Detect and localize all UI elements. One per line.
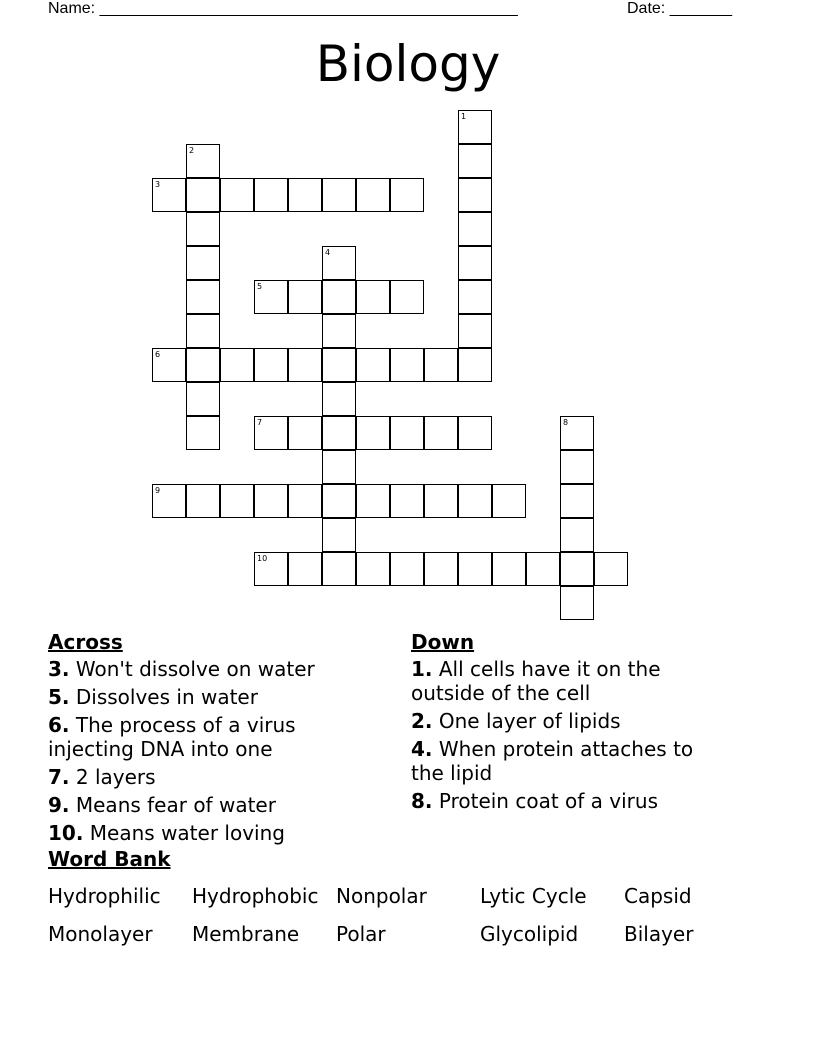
page-title: Biology — [315, 35, 501, 93]
clue-number: 9 — [155, 486, 161, 495]
grid-cell[interactable] — [458, 246, 492, 280]
clue-number: 10 — [257, 554, 268, 563]
grid-cell[interactable] — [186, 280, 220, 314]
grid-cell[interactable] — [186, 314, 220, 348]
grid-cell[interactable] — [288, 280, 322, 314]
clue-text: All cells have it on the outside of the cell — [411, 657, 661, 705]
word-bank-item: Bilayer — [624, 922, 694, 946]
grid-cell[interactable] — [322, 416, 356, 450]
grid-cell[interactable] — [186, 416, 220, 450]
word-bank-item: Hydrophobic — [192, 884, 319, 908]
down-clue-list — [411, 657, 721, 813]
word-bank-heading: Word Bank — [48, 847, 171, 871]
word-bank-item: Polar — [336, 922, 386, 946]
grid-cell[interactable] — [186, 348, 220, 382]
grid-cell[interactable] — [560, 518, 594, 552]
word-bank-item: Hydrophilic — [48, 884, 161, 908]
grid-cell[interactable] — [458, 348, 492, 382]
grid-cell[interactable] — [458, 280, 492, 314]
grid-cell[interactable] — [356, 416, 390, 450]
grid-cell[interactable] — [356, 552, 390, 586]
grid-cell[interactable] — [186, 382, 220, 416]
grid-cell[interactable] — [356, 348, 390, 382]
grid-cell[interactable] — [424, 484, 458, 518]
down-clue — [411, 789, 721, 813]
grid-cell[interactable] — [152, 348, 186, 382]
grid-cell[interactable] — [288, 552, 322, 586]
across-clue — [48, 765, 348, 789]
grid-cell[interactable] — [458, 144, 492, 178]
clue-text: Protein coat of a virus — [432, 789, 658, 813]
across-clue — [48, 685, 348, 709]
grid-cell[interactable] — [390, 552, 424, 586]
grid-cell[interactable] — [458, 314, 492, 348]
clue-number: 3 — [155, 180, 161, 189]
grid-cell[interactable] — [526, 552, 560, 586]
grid-cell[interactable] — [322, 484, 356, 518]
grid-cell[interactable] — [152, 178, 186, 212]
grid-cell[interactable] — [288, 484, 322, 518]
clue-number: 7 — [257, 418, 263, 427]
grid-cell[interactable] — [560, 450, 594, 484]
across-clue-list — [48, 657, 348, 845]
grid-cell[interactable] — [288, 348, 322, 382]
clue-number: 4 — [325, 248, 331, 257]
grid-cell[interactable] — [356, 484, 390, 518]
grid-cell[interactable] — [458, 484, 492, 518]
grid-cell[interactable] — [390, 178, 424, 212]
clue-number: 9. — [48, 793, 70, 817]
clue-number: 5. — [48, 685, 70, 709]
grid-cell[interactable] — [322, 382, 356, 416]
across-clue — [48, 821, 348, 845]
name-field: Name: _______________________________________________ — [48, 0, 518, 17]
grid-cell[interactable] — [424, 552, 458, 586]
grid-cell[interactable] — [424, 348, 458, 382]
grid-cell[interactable] — [254, 178, 288, 212]
grid-cell[interactable] — [390, 416, 424, 450]
grid-cell[interactable] — [560, 416, 594, 450]
clue-text: Means water loving — [83, 821, 285, 845]
word-bank-item: Monolayer — [48, 922, 153, 946]
grid-cell[interactable] — [220, 484, 254, 518]
grid-cell[interactable] — [186, 144, 220, 178]
across-clue — [48, 793, 348, 817]
clue-number: 7. — [48, 765, 70, 789]
grid-cell[interactable] — [492, 552, 526, 586]
across-clue — [48, 657, 348, 681]
down-clue — [411, 737, 721, 785]
grid-cell[interactable] — [492, 484, 526, 518]
clue-text: One layer of lipids — [432, 709, 621, 733]
clue-number: 8. — [411, 789, 433, 813]
grid-cell[interactable] — [254, 348, 288, 382]
clue-text: Won't dissolve on water — [69, 657, 315, 681]
grid-cell[interactable] — [322, 450, 356, 484]
grid-cell[interactable] — [458, 552, 492, 586]
grid-cell[interactable] — [186, 178, 220, 212]
clue-text: The process of a virus injecting DNA into one — [48, 713, 296, 761]
date-field: Date: _______ — [627, 0, 732, 17]
grid-cell[interactable] — [254, 280, 288, 314]
clue-number: 10. — [48, 821, 84, 845]
grid-cell[interactable] — [322, 178, 356, 212]
grid-cell[interactable] — [390, 348, 424, 382]
word-bank-item: Membrane — [192, 922, 300, 946]
grid-cell[interactable] — [186, 484, 220, 518]
across-heading: Across — [48, 630, 123, 654]
down-clues — [411, 630, 721, 817]
grid-cell[interactable] — [288, 178, 322, 212]
grid-cell[interactable] — [458, 416, 492, 450]
down-clue — [411, 709, 721, 733]
grid-cell[interactable] — [254, 552, 288, 586]
grid-cell[interactable] — [356, 178, 390, 212]
grid-cell[interactable] — [220, 348, 254, 382]
grid-cell[interactable] — [288, 416, 322, 450]
clue-number: 2. — [411, 709, 433, 733]
across-clue — [48, 713, 348, 761]
clue-number: 6. — [48, 713, 70, 737]
clue-number: 1. — [411, 657, 433, 681]
grid-cell[interactable] — [322, 246, 356, 280]
grid-cell[interactable] — [254, 484, 288, 518]
across-clues — [48, 630, 348, 849]
grid-cell[interactable] — [356, 280, 390, 314]
clue-text: Dissolves in water — [69, 685, 258, 709]
grid-cell[interactable] — [254, 416, 288, 450]
grid-cell[interactable] — [220, 178, 254, 212]
clue-number: 4. — [411, 737, 433, 761]
grid-cell[interactable] — [322, 518, 356, 552]
down-clue — [411, 657, 721, 705]
grid-cell[interactable] — [322, 552, 356, 586]
clue-text: 2 layers — [69, 765, 156, 789]
grid-cell[interactable] — [186, 246, 220, 280]
grid-cell[interactable] — [560, 484, 594, 518]
grid-cell[interactable] — [322, 348, 356, 382]
word-bank-item: Capsid — [624, 884, 692, 908]
grid-cell[interactable] — [152, 484, 186, 518]
clue-number: 6 — [155, 350, 161, 359]
clue-number: 2 — [189, 146, 195, 155]
grid-cell[interactable] — [594, 552, 628, 586]
clue-text: When protein attaches to the lipid — [411, 737, 694, 785]
down-heading: Down — [411, 630, 475, 654]
clue-text: Means fear of water — [69, 793, 276, 817]
clue-number: 1 — [461, 112, 467, 121]
word-bank-item: Nonpolar — [336, 884, 427, 908]
grid-cell[interactable] — [560, 586, 594, 620]
grid-cell[interactable] — [458, 212, 492, 246]
grid-cell[interactable] — [560, 552, 594, 586]
grid-cell[interactable] — [390, 484, 424, 518]
grid-cell[interactable] — [458, 110, 492, 144]
grid-cell[interactable] — [458, 178, 492, 212]
grid-cell[interactable] — [322, 280, 356, 314]
grid-cell[interactable] — [390, 280, 424, 314]
grid-cell[interactable] — [186, 212, 220, 246]
word-bank — [48, 884, 768, 946]
clue-number: 8 — [563, 418, 569, 427]
word-bank-item: Lytic Cycle — [480, 884, 587, 908]
clue-number: 5 — [257, 282, 263, 291]
grid-cell[interactable] — [322, 314, 356, 348]
grid-cell[interactable] — [424, 416, 458, 450]
word-bank-item: Glycolipid — [480, 922, 579, 946]
clue-number: 3. — [48, 657, 70, 681]
